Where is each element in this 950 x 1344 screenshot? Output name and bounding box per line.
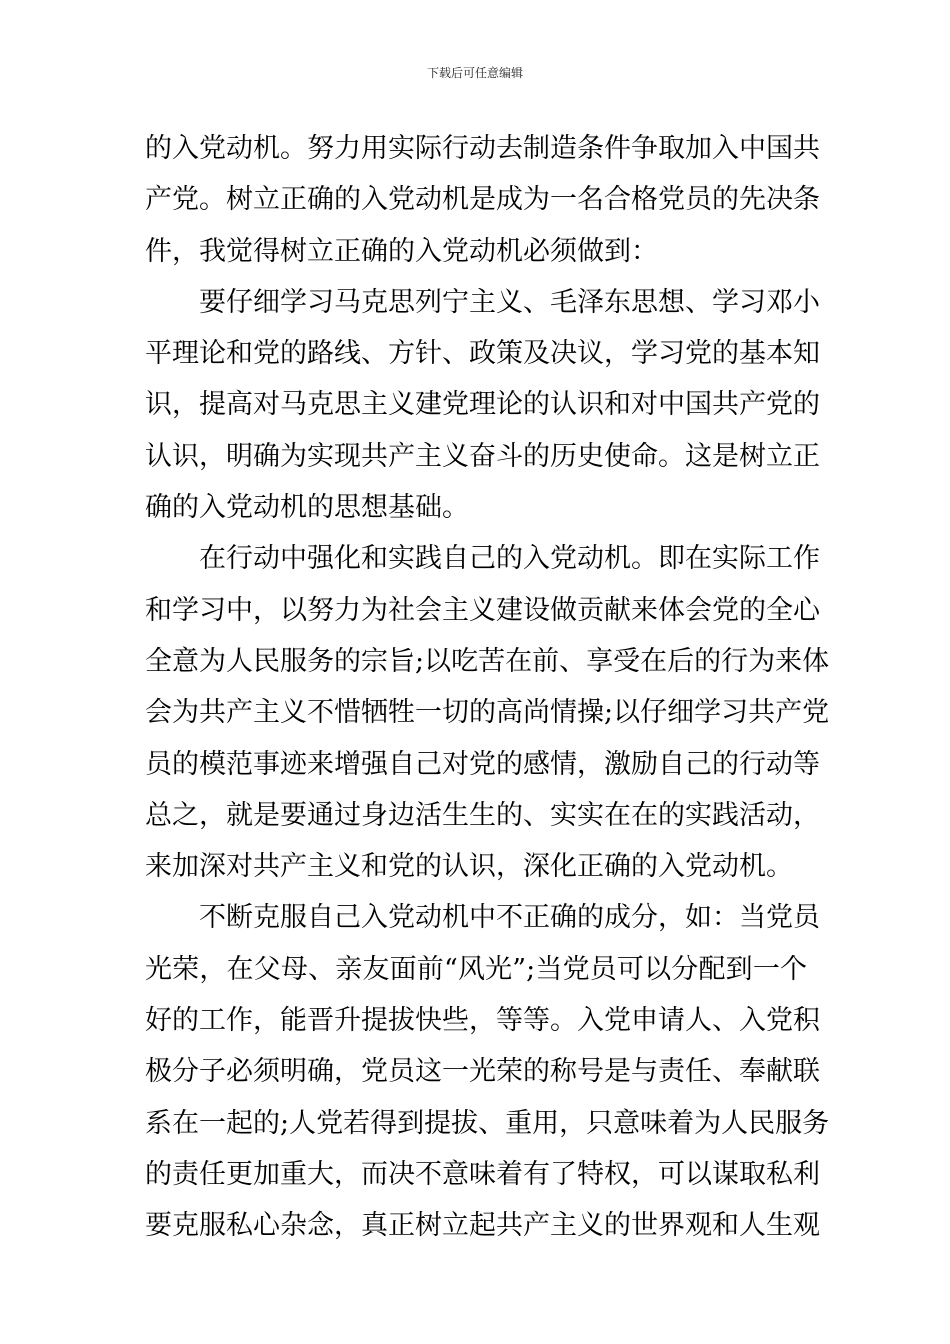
text-line: 员的模范事迹来增强自己对党的感情，激励自己的行动等 [145, 748, 820, 780]
text-line: 识，提高对马克思主义建党理论的认识和对中国共产党的 [145, 389, 820, 421]
text-line: 确的入党动机的思想基础。 [145, 492, 469, 524]
text-line: 光荣，在父母、亲友面前“风光”;当党员可以分配到一个 [145, 953, 807, 985]
text-line: 总之，就是要通过身边活生生的、实实在在的实践活动， [145, 799, 820, 831]
text-line: 好的工作，能晋升提拔快些，等等。入党申请人、入党积 [145, 1005, 820, 1037]
text-line: 来加深对共产主义和党的认识，深化正确的入党动机。 [145, 851, 793, 883]
paragraph-first-line: 要仔细学习马克思列宁主义、毛泽东思想、学习邓小 [199, 286, 820, 318]
text-line: 的入党动机。努力用实际行动去制造条件争取加入中国共 [145, 133, 820, 164]
text-line: 全意为人民服务的宗旨;以吃苦在前、享受在后的行为来体 [145, 645, 830, 677]
text-line: 产党。树立正确的入党动机是成为一名合格党员的先决条 [145, 184, 820, 216]
text-line: 和学习中，以努力为社会主义建设做贡献来体会党的全心 [145, 594, 820, 626]
paragraph-first-line: 不断克服自己入党动机中不正确的成分，如：当党员 [199, 902, 820, 934]
text-line: 会为共产主义不惜牺牲一切的高尚情操;以仔细学习共产党 [145, 697, 830, 729]
text-line: 极分子必须明确，党员这一光荣的称号是与责任、奉献联 [145, 1056, 820, 1088]
text-line: 的责任更加重大，而决不意味着有了特权，可以谋取私利 [145, 1158, 820, 1190]
text-line: 认识，明确为实现共产主义奋斗的历史使命。这是树立正 [145, 440, 820, 472]
page-header: 下载后可任意编辑 [426, 66, 523, 80]
text-line: 平理论和党的路线、方针、政策及决议，学习党的基本知 [145, 338, 820, 370]
document-body [145, 123, 830, 1252]
paragraph-first-line: 在行动中强化和实践自己的入党动机。即在实际工作 [199, 543, 820, 575]
text-line: 件，我觉得树立正确的入党动机必须做到： [145, 235, 658, 267]
text-line: 要克服私心杂念，真正树立起共产主义的世界观和人生观 [145, 1210, 820, 1242]
text-line: 系在一起的;人党若得到提拔、重用，只意味着为人民服务 [145, 1107, 830, 1139]
